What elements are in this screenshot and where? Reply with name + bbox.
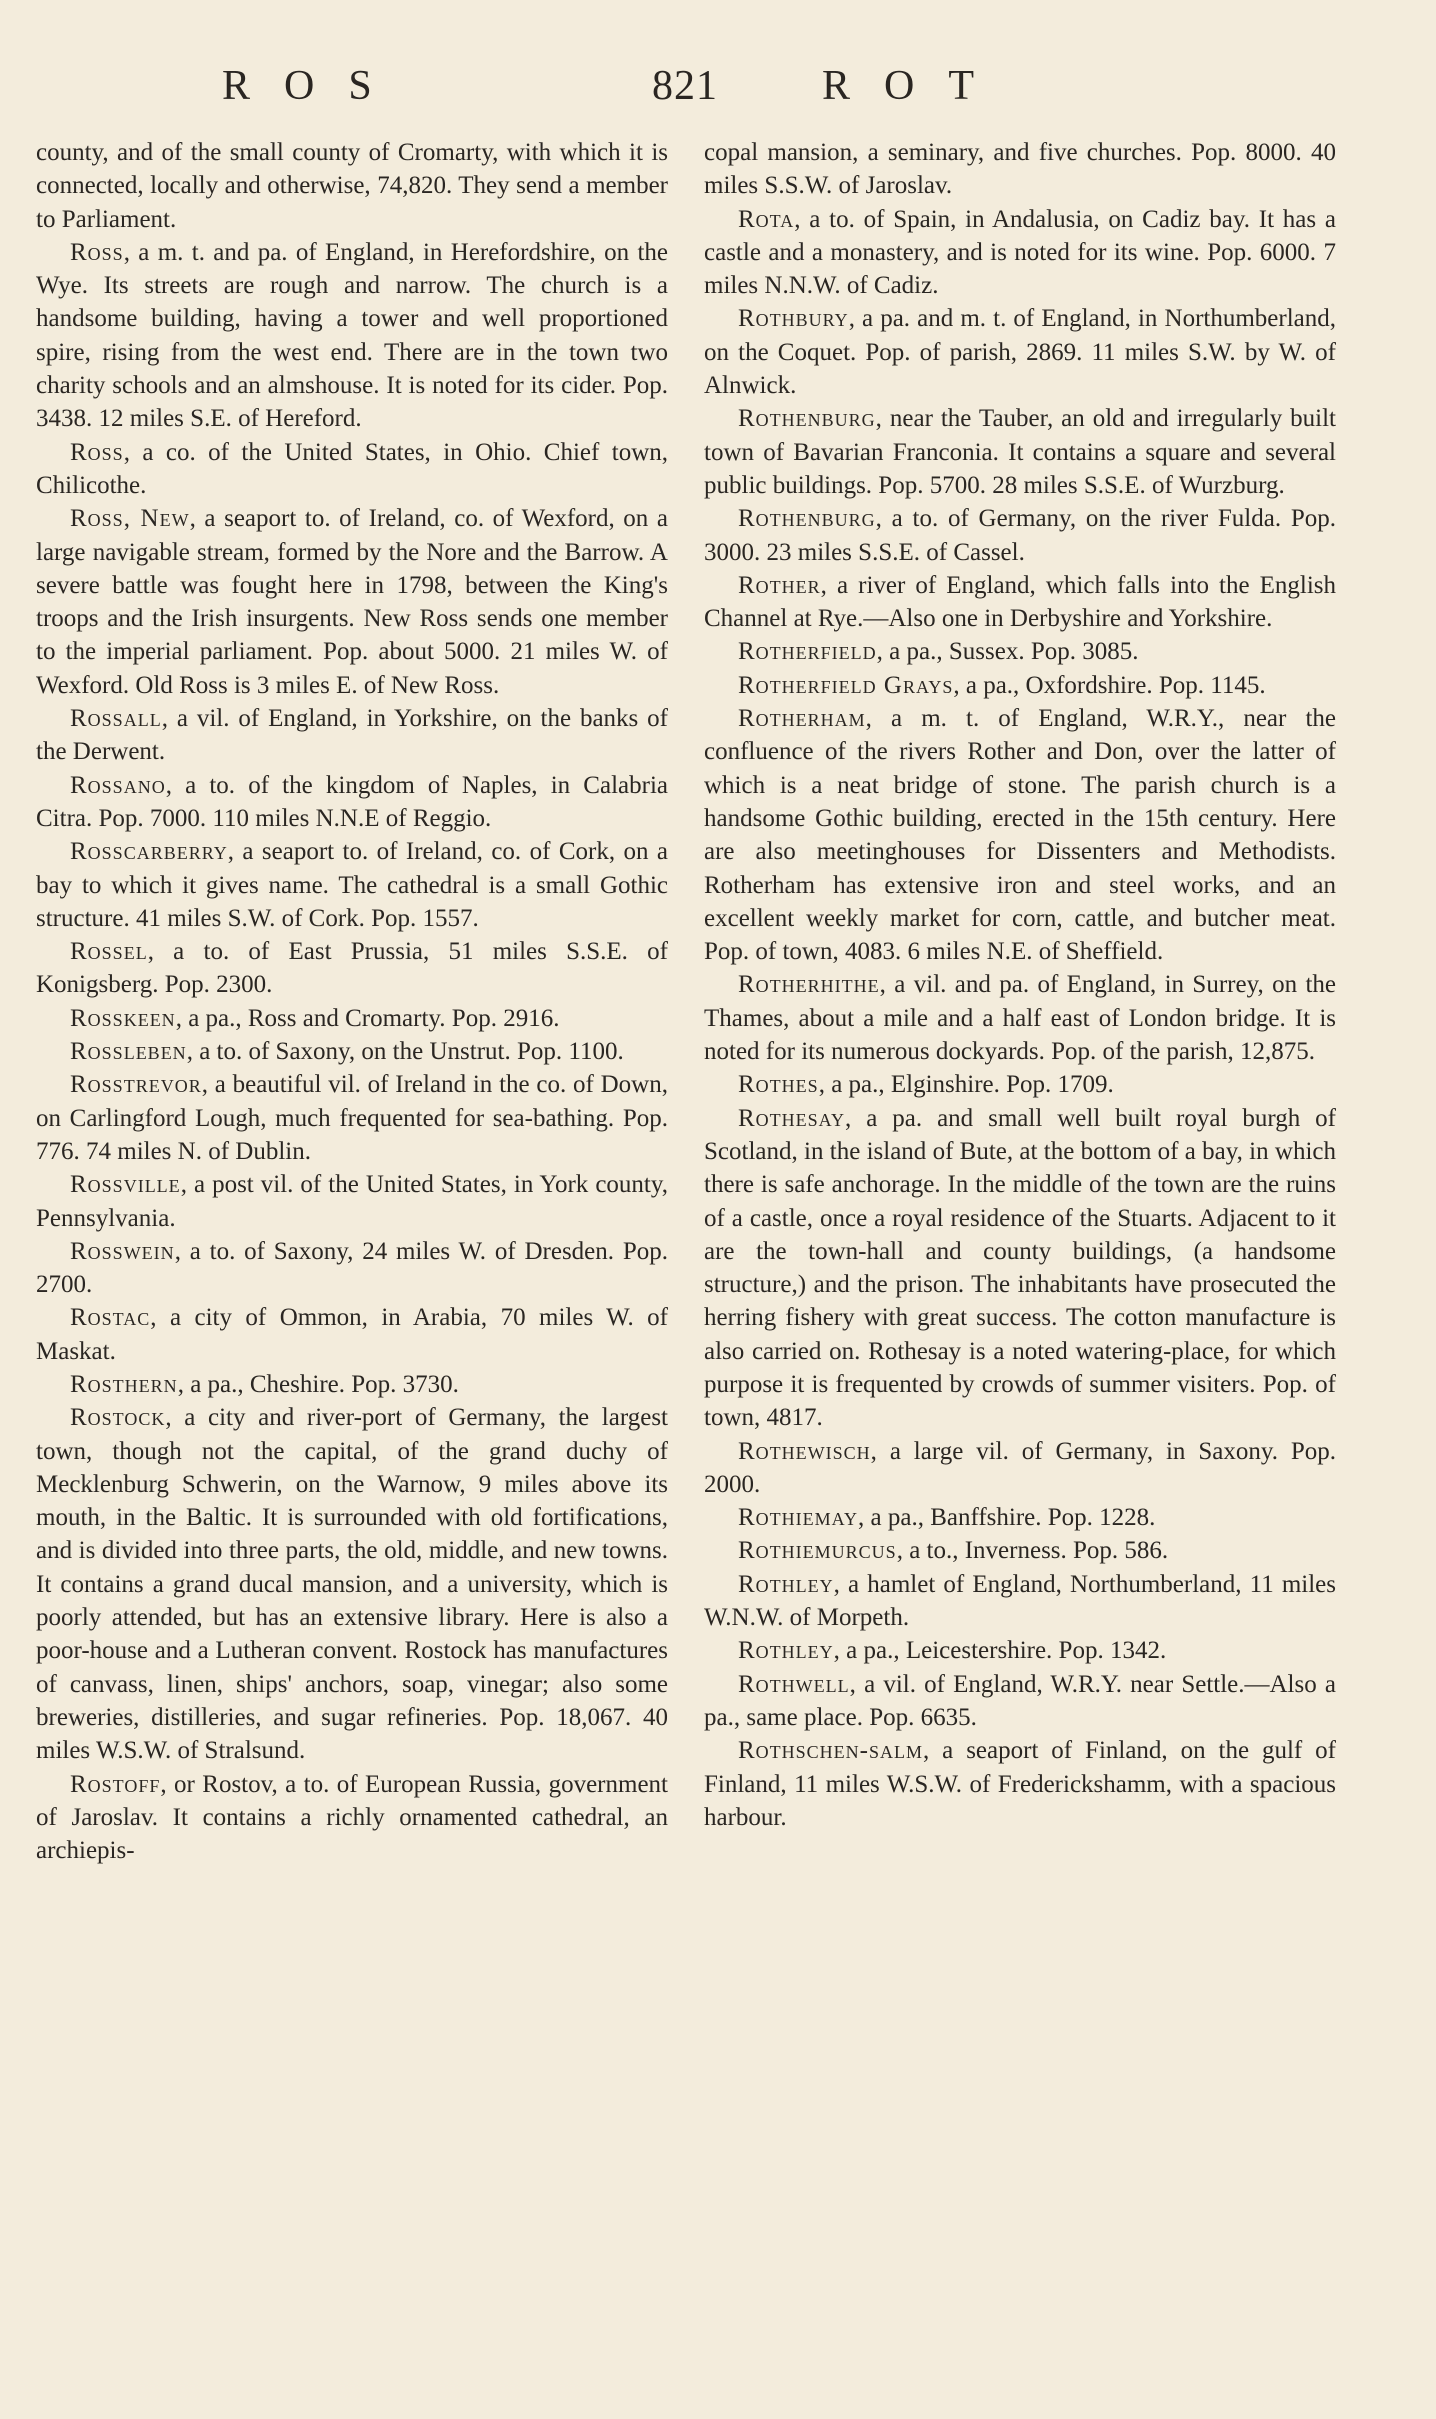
entry-headword: Rothschen-salm — [738, 1737, 924, 1765]
entry-headword: Rosstrevor — [70, 1071, 202, 1099]
entry-text: , a pa., Cheshire. Pop. 3730. — [177, 1370, 459, 1398]
entry-text: , a seaport of Finland, on the gulf of Finland, 11 miles W.S.W. of Frederickshamm, with a spacious harbour. — [704, 1737, 1336, 1831]
entry-headword: Rothley — [738, 1570, 834, 1598]
gazetteer-entry — [704, 203, 1336, 303]
gazetteer-entry — [704, 1668, 1336, 1735]
entry-headword: Rothiemurcus — [738, 1537, 897, 1565]
entry-headword: Rossville — [70, 1171, 181, 1199]
right-column — [704, 136, 1336, 1834]
entry-text: , or Rostov, a to. of European Russia, government of Jaroslav. It contains a richly ornamented cathedral, an archiepis- — [36, 1770, 668, 1865]
entry-headword: Rotherham — [738, 705, 866, 733]
gazetteer-entry — [704, 136, 1336, 203]
entry-text: , a m. t. and pa. of England, in Herefordshire, on the Wye. Its streets are rough and narrow. The church is a handsome building, having a tower and well proportioned spire, rising from the west end. There are in the town two charity schools and an almshouse. It is noted for its cider. Pop. 3438. 12 miles S.E. of Hereford. — [36, 238, 668, 433]
running-header — [0, 62, 1436, 122]
entry-headword: Rostock — [70, 1404, 166, 1432]
entry-text: , a pa. and small well built royal burgh of Scotland, in the island of Bute, at the bottom of a bay, in which there is safe anchorage. In the middle of the town are the ruins of a castle, once a royal residence of the Stuarts. Adjacent to it are the town-hall and county buildings, (a handsome structure,) and the prison. The inhabitants have prosecuted the herring fishery with great success. The cotton manufacture is also carried on. Rothesay is a noted watering-place, for which purpose it is frequented by crowds of summer visiters. Pop. of town, 4817. — [704, 1104, 1336, 1432]
gazetteer-entry — [36, 1068, 668, 1168]
entry-text: , a pa., Sussex. Pop. 3085. — [876, 638, 1139, 666]
gazetteer-entry — [704, 1634, 1336, 1667]
entry-text: , a river of England, which falls into the English Channel at Rye.—Also one in Derbyshire and Yorkshire. — [704, 571, 1336, 633]
gazetteer-entry — [36, 1002, 668, 1035]
entry-headword: Rossel — [70, 938, 148, 966]
gazetteer-entry — [36, 236, 668, 436]
gazetteer-entry — [36, 935, 668, 1002]
entry-headword: Rossleben — [70, 1038, 187, 1066]
entry-headword: Rosswein — [70, 1237, 175, 1265]
gazetteer-entry — [704, 569, 1336, 636]
gazetteer-entry — [36, 702, 668, 769]
entry-text: , a to. of Germany, on the river Fulda. Pop. 3000. 23 miles S.S.E. of Cassel. — [704, 505, 1336, 566]
entry-text: , a to. of East Prussia, 51 miles S.S.E. of Konigsberg. Pop. 2300. — [36, 938, 668, 999]
entry-text: , a to. of Spain, in Andalusia, on Cadiz bay. It has a castle and a monastery, and is noted for its wine. Pop. 6000. 7 miles N.N.W. of Cadiz. — [704, 205, 1336, 300]
entry-headword: Rothesay — [738, 1104, 846, 1132]
entry-text: , a to., Inverness. Pop. 586. — [896, 1537, 1169, 1565]
gazetteer-entry — [36, 436, 668, 503]
gazetteer-entry — [704, 1534, 1336, 1567]
entry-headword: Rosskeen — [70, 1004, 176, 1032]
entry-headword: Ross — [70, 438, 124, 466]
entry-headword: Rota — [738, 205, 795, 233]
entry-headword: Rothiemay — [738, 1504, 859, 1532]
entry-headword: Rotherfield Grays — [738, 671, 954, 699]
entry-headword: Rossall — [70, 705, 162, 733]
entry-text: copal mansion, a seminary, and five churches. Pop. 8000. 40 miles S.S.W. of Jaroslav. — [704, 139, 1336, 200]
entry-text: , near the Tauber, an old and irregularly built town of Bavarian Franconia. It contains a square and several public buildings. Pop. 5700. 28 miles S.S.E. of Wurzburg. — [704, 405, 1336, 499]
header-left-guide: ROS — [222, 63, 406, 109]
gazetteer-entry — [704, 968, 1336, 1068]
gazetteer-entry — [36, 1035, 668, 1068]
entry-headword: Rothwell — [738, 1670, 850, 1698]
entry-text: , a seaport to. of Ireland, co. of Wexford, on a large navigable stream, formed by the Nore and the Barrow. A severe battle was fought here in 1798, between the King's troops and the Irish insurgents. New Ross sends one member to the imperial parliament. Pop. about 5000. 21 miles W. of Wexford. Old Ross is 3 miles E. of New Ross. — [36, 505, 668, 699]
entry-text: , a vil. of England, in Yorkshire, on the banks of the Derwent. — [36, 705, 668, 766]
entry-headword: Rostoff — [70, 1770, 161, 1798]
entry-text: , a seaport to. of Ireland, co. of Cork, on a bay to which it gives name. The cathedral is a small Gothic structure. 41 miles S.W. of Cork. Pop. 1557. — [36, 838, 668, 932]
entry-text: , a post vil. of the United States, in York county, Pennsylvania. — [36, 1171, 668, 1232]
gazetteer-entry — [36, 1168, 668, 1235]
entry-text: , a vil. and pa. of England, in Surrey, on the Thames, about a mile and a half east of London bridge. It is noted for its numerous dockyards. Pop. of the parish, 12,875. — [704, 971, 1336, 1066]
gazetteer-entry — [36, 1235, 668, 1302]
gazetteer-entry — [36, 136, 668, 236]
entry-text: , a to. of Saxony, 24 miles W. of Dresden. Pop. 2700. — [36, 1237, 668, 1299]
entry-text: , a pa., Banffshire. Pop. 1228. — [858, 1504, 1156, 1532]
entry-headword: Rosthern — [70, 1370, 178, 1398]
gazetteer-entry — [704, 702, 1336, 968]
entry-headword: Ross, New — [70, 505, 190, 533]
entry-text: , a vil. of England, W.R.Y. near Settle.—Also a pa., same place. Pop. 6635. — [704, 1670, 1336, 1731]
gazetteer-entry — [704, 669, 1336, 702]
gazetteer-entry — [704, 1102, 1336, 1435]
gazetteer-entry — [36, 1768, 668, 1868]
gazetteer-entry — [704, 502, 1336, 569]
gazetteer-entry — [36, 1368, 668, 1401]
gazetteer-entry — [36, 769, 668, 836]
gazetteer-entry — [704, 302, 1336, 402]
gazetteer-entry — [704, 1435, 1336, 1502]
entry-headword: Rothley — [738, 1637, 834, 1665]
entry-headword: Rosscarberry — [70, 838, 228, 866]
entry-text: , a to. of the kingdom of Naples, in Calabria Citra. Pop. 7000. 110 miles N.N.E of Reggio. — [36, 771, 668, 832]
entry-text: , a city and river-port of Germany, the largest town, though not the capital, of the grand duchy of Mecklenburg Schwerin, on the Warnow, 9 miles above its mouth, in the Baltic. It is surrounded with old fortifications, and is divided into three parts, the old, middle, and new towns. It contains a grand ducal mansion, and a university, which is poorly attended, but has an extensive library. Here is also a poor-house and a Lutheran convent. Rostock has manufactures of canvass, linen, ships' anchors, soap, vinegar; also some breweries, distilleries, and sugar refineries. Pop. 18,067. 40 miles W.S.W. of Stralsund. — [36, 1404, 668, 1765]
entry-text: , a large vil. of Germany, in Saxony. Pop. 2000. — [704, 1437, 1336, 1498]
entry-text: , a pa., Elginshire. Pop. 1709. — [818, 1071, 1114, 1099]
entry-headword: Rothenburg — [738, 405, 876, 433]
entry-text: , a m. t. of England, W.R.Y., near the confluence of the rivers Rother and Don, over the latter of which is a neat bridge of stone. The parish church is a handsome Gothic building, erected in the 15th century. Here are also meetinghouses for Dissenters and Methodists. Rotherham has extensive iron and steel works, and an excellent weekly market for corn, cattle, and butcher meat. Pop. of town, 4083. 6 miles N.E. of Sheffield. — [704, 705, 1336, 966]
gazetteer-entry — [704, 1568, 1336, 1635]
entry-text: , a pa. and m. t. of England, in Northumberland, on the Coquet. Pop. of parish, 2869. 11 miles S.W. by W. of Alnwick. — [704, 305, 1336, 400]
entry-headword: Rothenburg — [738, 505, 876, 533]
gazetteer-entry — [36, 502, 668, 702]
gazetteer-entry — [704, 1734, 1336, 1834]
gazetteer-entry — [36, 835, 668, 935]
gazetteer-entry — [704, 1068, 1336, 1101]
gazetteer-entry — [704, 402, 1336, 502]
entry-headword: Rotherfield — [738, 638, 877, 666]
header-right-guide: ROT — [822, 63, 1008, 109]
entry-headword: Rother — [738, 571, 821, 599]
page-number: 821 — [652, 63, 718, 109]
entry-text: , a pa., Leicestershire. Pop. 1342. — [833, 1637, 1167, 1665]
entry-text: , a co. of the United States, in Ohio. Chief town, Chilicothe. — [36, 438, 668, 499]
entry-text: , a beautiful vil. of Ireland in the co. of Down, on Carlingford Lough, much frequented for sea-bathing. Pop. 776. 74 miles N. of Dublin. — [36, 1071, 668, 1165]
entry-text: , a to. of Saxony, on the Unstrut. Pop. 1100. — [186, 1038, 624, 1066]
gazetteer-entry — [36, 1301, 668, 1368]
entry-headword: Rothes — [738, 1071, 819, 1099]
entry-headword: Rothewisch — [738, 1437, 871, 1465]
entry-headword: Rothbury — [738, 305, 849, 333]
entry-text: , a pa., Oxfordshire. Pop. 1145. — [953, 671, 1266, 699]
entry-headword: Rostac — [70, 1304, 151, 1332]
gazetteer-entry — [36, 1401, 668, 1767]
entry-text: , a hamlet of England, Northumberland, 11 miles W.N.W. of Morpeth. — [704, 1570, 1336, 1632]
gazetteer-entry — [704, 635, 1336, 668]
gazetteer-entry — [704, 1501, 1336, 1534]
left-column — [36, 136, 668, 1867]
entry-headword: Rotherhithe — [738, 971, 880, 999]
entry-text: , a pa., Ross and Cromarty. Pop. 2916. — [175, 1004, 560, 1032]
entry-text: county, and of the small county of Cromarty, with which it is connected, locally and otherwise, 74,820. They send a member to Parliament. — [36, 139, 668, 233]
entry-headword: Ross — [70, 238, 124, 266]
entry-text: , a city of Ommon, in Arabia, 70 miles W. of Maskat. — [36, 1304, 668, 1365]
entry-headword: Rossano — [70, 771, 166, 799]
